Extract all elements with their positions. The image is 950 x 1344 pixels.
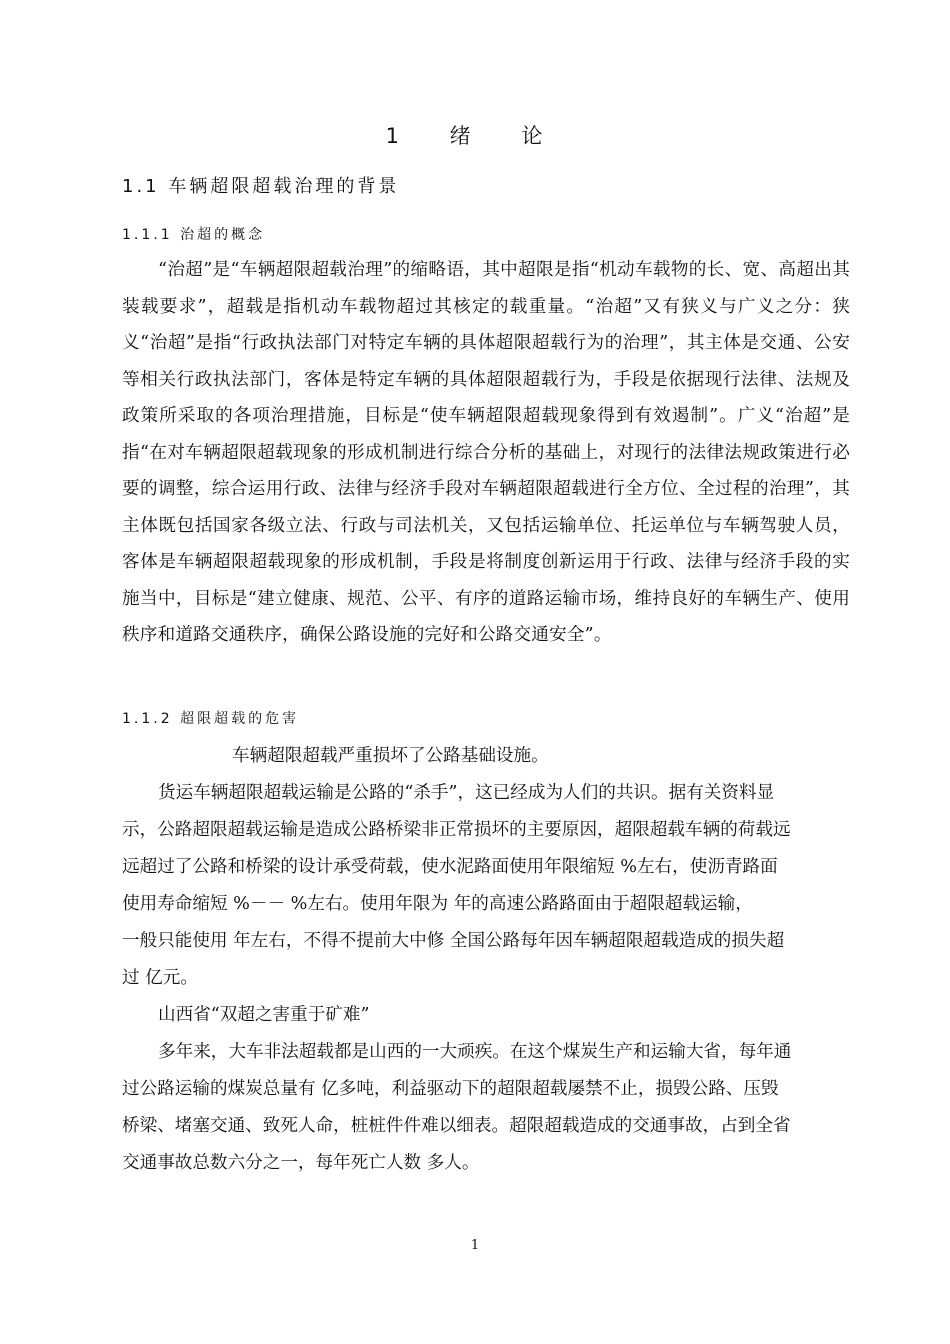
harm-paragraph-line: 使用寿命缩短 %－－ %左右。使用年限为 年的高速公路路面由于超限超载运输， <box>122 894 753 914</box>
shanxi-paragraph-line: 多年来，大车非法超载都是山西的一大顽疾。在这个煤炭生产和运输大省，每年通 <box>158 1042 792 1062</box>
page-number: 1 <box>470 1238 480 1253</box>
shanxi-paragraph-line: 交通事故总数六分之一，每年死亡人数 多人。 <box>122 1153 480 1173</box>
subsection-heading-harm: 1.1.2 超限超载的危害 <box>122 711 300 727</box>
harm-paragraph-line: 过 亿元。 <box>122 968 198 988</box>
chapter-title: 1 绪 论 <box>385 124 565 148</box>
shanxi-heading: 山西省“双超之害重于矿难” <box>158 1005 370 1025</box>
harm-paragraph-line: 示，公路超限超载运输是造成公路桥梁非正常损坏的主要原因，超限超载车辆的荷载远 <box>122 820 791 840</box>
shanxi-paragraph-line: 过公路运输的煤炭总量有 亿多吨，利益驱动下的超限超载屡禁不止，损毁公路、压毁 <box>122 1079 779 1099</box>
harm-paragraph-line: 远超过了公路和桥梁的设计承受荷载，使水泥路面使用年限缩短 %左右，使沥青路面 <box>122 857 778 877</box>
harm-paragraph-line: 货运车辆超限超载运输是公路的“杀手”，这已经成为人们的共识。据有关资料显 <box>158 783 775 803</box>
concept-paragraph: “治超”是“车辆超限超载治理”的缩略语，其中超限是指“机动车载物的长、宽、高超出其装载要求”，超载是指机动车载物超过其核定的载重量。“治超”又有狭义与广义之分：狭义“治超”是指“行政执法部门对特定车辆的具体超限超载行为的治理”，其主体是交通、公安等相关行政执法部门，客体是特定车辆的具体超限超载行为，手段是依据现行法律、法规及政策所采取的各项治理措施，目标是“使车辆超限超载现象得到有效遏制”。广义“治超”是指“在对车辆超限超载现象的形成机制进行综合分析的基础上，对现行的法律法规政策进行必要的调整，综合运用行政、法律与经济手段对车辆超限超载进行全方位、全过程的治理”，其主体既包括国家各级立法、行政与司法机关，又包括运输单位、托运单位与车辆驾驶人员，客体是车辆超限超载现象的形成机制，手段是将制度创新运用于行政、法律与经济手段的实施当中，目标是“建立健康、规范、公平、有序的道路运输市场，维持良好的车辆生产、使用秩序和道路交通秩序，确保公路设施的完好和公路交通安全”。 <box>122 260 850 645</box>
harm-paragraph-line: 一般只能使用 年左右，不得不提前大中修 全国公路每年因车辆超限超载造成的损失超 <box>122 931 785 951</box>
section-heading: 1.1 车辆超限超载治理的背景 <box>122 176 400 197</box>
shanxi-paragraph-line: 桥梁、堵塞交通、致死人命，桩桩件件难以细表。超限超载造成的交通事故，占到全省 <box>122 1116 791 1136</box>
subsection-heading-concept: 1.1.1 治超的概念 <box>122 227 266 243</box>
harm-heading: 车辆超限超载严重损坏了公路基础设施。 <box>232 746 549 766</box>
